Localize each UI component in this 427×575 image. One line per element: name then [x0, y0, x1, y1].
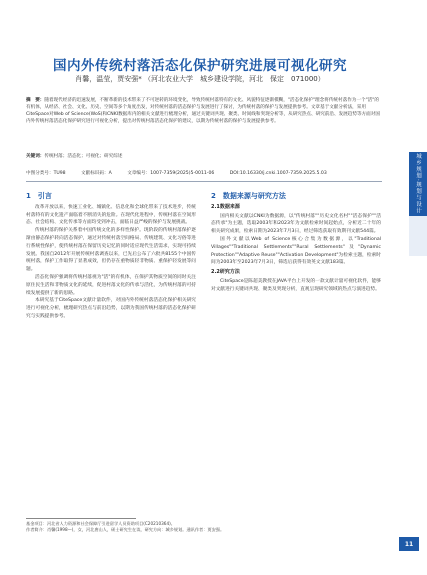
paragraph: 传统村落的保护关系着中国传统文化的多样性保护。现阶段的传统村落保护逐渐由静态保护转向活态保护，通过对传统村落空间格局、传统建筑、文化习俗等进行系统性保护，使传统村落在保留历史记忆的同时适应现代生活需求，实现可持续发展。我国自2012年开展传统村落调查以来，已先后公布了六批共8155个中国传统村落，保护工作取得了显著成效，但仍存在重物质轻非物质、重保护轻发展等问题。	[26, 228, 196, 273]
authors: 肖馨，温莹，贾安强*	[75, 75, 142, 83]
page-number: 11	[399, 537, 419, 551]
keywords-label: 关键词：	[26, 154, 45, 159]
paragraph: 活态化保护强调将传统村落视为"活"的有机体，在保护其物质空间的同时关注原住民生活和非物质文化的延续，促进村落文化的传承与活化，为传统村落的可持续发展提供了新的思路。	[26, 274, 196, 296]
subsection-heading-data-source: 2.1数据来源	[211, 203, 240, 210]
abstract-text: 随着现代经济的迅速发展，不断革新的技术带来了不可逆转的环境变化，导致传统村落特有的文化、风貌特征逐渐模糊，"活态化保护"理念将传统村落作为一个"活"的有机体，从经济、社会、文化、历史、空间等多个角度出发，对传统村落的活态保护与发展进行了探讨，为传统村落的保护与发展提供参考。文章基于文献分析法，采用CiteSpace对Web of Science(WoS)和CNKI数据库内的相关文献进行梳理分析，通过关键词共现、聚类、时间线和突现分析等，从研究热点、研究前沿、发展趋势等方面对国内外传统村落活态化保护研究进行可视化分析，提出对传统村落活态化保护的建议，以期为传统村落的保护与发展提供参考。	[26, 98, 380, 125]
right-column	[211, 189, 381, 294]
subsection-heading-method: 2.2研究方法	[211, 269, 240, 276]
abstract-label: 摘 要：	[26, 98, 45, 103]
paragraph: 改革开放以来，快速工业化、城镇化、信息化和全球化带来了技术进步，传统村落特有的文化遗产面临着不断消失的危险。在现代化进程中，传统村落在空间形态、社会结构、文化传承等方面均受到冲击，面临日益严峻的保护与发展挑战。	[26, 204, 196, 226]
abstract	[26, 97, 382, 125]
paragraph: 国内相关文献以CNKI为数据源，以"传统村落""历史文化名村""活态保护""活态传承"为主题，选取2003年和2023年为文献检索时间起始点，分析近二十年的相关研究成果，检索日期为2023年7月3日，经过筛选获取有效期刊文献544篇。	[211, 213, 381, 235]
article-number: 文章编号：1007-7359(2025)5-0011-06	[127, 171, 215, 176]
side-stripe	[409, 216, 427, 256]
section-side-tab	[409, 152, 427, 216]
left-column	[26, 189, 196, 321]
paragraph: 国外文献以Web of Science核心合集为数据源，以"Traditional Villages""Traditional Settlements""Rural Settlements"及"Dynamic Protection""Adaptive Reuse""Activation Development"为检索主题，检索时间为2003年至2023年7月3日，筛选后获得有效英文文献183篇。	[211, 236, 381, 266]
fund-note: 基金项目：河北省人力资源和社会保障厅引进留学人员资助项目(C20210364)。	[26, 521, 175, 526]
doc-code: 文献标识码：A	[81, 171, 112, 176]
article-meta	[26, 170, 382, 177]
doi: DOI:10.16330/j.cnki.1007-7359.2025.5.03	[229, 171, 327, 176]
page-title: 国内外传统村落活态化保护研究进展可视化研究	[53, 58, 347, 74]
paragraph: CiteSpace是陈超美教授在JAVA平台上开发的一款文献计量可视化软件，能够对文献进行关键词共现、聚类及突现分析，直观呈现研究领域的热点与演进趋势。	[211, 278, 381, 292]
clc-number: 中图分类号：TU98	[26, 171, 66, 176]
header-divider	[26, 181, 382, 182]
side-tab-label: 城乡规划·规划与设计	[415, 153, 421, 215]
author-note: 作者简介：肖馨(1998—)，女，河北唐山人，硕士研究生在读，研究方向：城乡规划。通讯作者：贾安强。	[26, 527, 225, 533]
paragraph: 本研究基于CiteSpace文献计量软件，对国内外传统村落活态化保护相关研究进行可视化分析，梳理研究热点与前沿趋势，以期为我国传统村落的活态化保护研究与实践提供参考。	[26, 298, 196, 319]
section-heading-intro: 1 引言	[26, 192, 52, 200]
footnote-divider	[26, 518, 136, 519]
keywords	[26, 153, 382, 160]
keywords-text: 传统村落；活态化；可视化；研究综述	[44, 154, 123, 159]
section-heading-data-methods: 2 数据来源与研究方法	[211, 192, 286, 200]
footnotes	[26, 521, 366, 533]
affiliation: （河北农业大学 城乡建设学院，河北 保定 071000）	[144, 75, 325, 83]
author-line	[0, 74, 400, 84]
